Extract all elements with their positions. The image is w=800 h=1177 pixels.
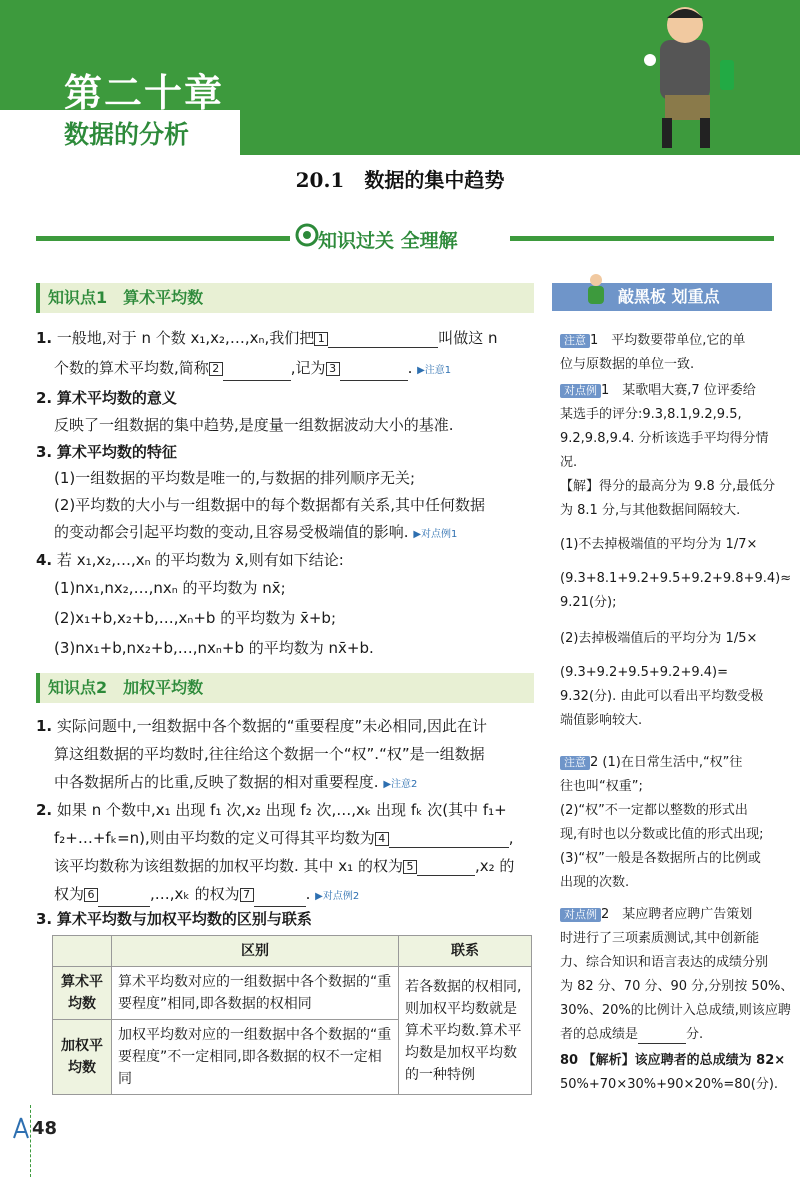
- kp2-header: 知识点2 加权平均数: [36, 673, 534, 703]
- kp2-item2-a: 2. 如果 n 个数中,x₁ 出现 f₁ 次,x₂ 出现 f₂ 次,…,xₖ 出现 fₖ 次(其中 f₁+: [36, 801, 507, 819]
- band-line-left: [36, 236, 290, 241]
- kp1-item1-line2: 个数的算术平均数,简称 2 ,记为 3 . ▶注意1: [54, 358, 451, 381]
- band-line-right: [510, 236, 774, 241]
- side-note2-e: (3)“权”一般是各数据所占的比例或: [560, 851, 761, 866]
- kp1-item3-c: 的变动都会引起平均数的变动,且容易受极端值的影响. ▶对点例1: [54, 523, 458, 541]
- side-ex1-b: 某选手的评分:9.3,8.1,9.2,9.5,: [560, 407, 742, 422]
- side-ex2-c: 力、综合知识和语言表达的成绩分别: [560, 955, 769, 970]
- table-row-head: 算术平均数: [53, 967, 112, 1020]
- table-row-head: 加权平均数: [53, 1020, 112, 1095]
- side-note2-d: 现,有时也以分数或比值的形式出现;: [560, 827, 764, 842]
- kp2-item1-b: 算这组数据的平均数时,往往给这个数据一个“权”.“权”是一组数据: [54, 745, 485, 763]
- kp1-item1-line1: 1. 一般地,对于 n 个数 x₁,x₂,…,xₙ,我们把 1 叫做这 n: [36, 329, 498, 347]
- table-col-rel: 联系: [399, 936, 532, 967]
- side-sol1-b: 为 8.1 分,与其他数据间隔较大.: [560, 503, 741, 518]
- kp1-item3-a: (1)一组数据的平均数是唯一的,与数据的排列顺序无关;: [54, 469, 416, 487]
- side-note2-f: 出现的次数.: [560, 875, 630, 890]
- side-note1-a: 注意 1 平均数要带单位,它的单: [560, 332, 745, 350]
- kp2-item3-head: 3. 算术平均数与加权平均数的区别与联系: [36, 910, 312, 928]
- table-col-diff: 区别: [112, 936, 399, 967]
- kp2-item2-c: 该平均数称为该组数据的加权平均数. 其中 x₁ 的权为 5 ,x₂ 的: [54, 857, 515, 875]
- teacher-icon: [582, 272, 610, 312]
- table-row: [53, 967, 532, 1020]
- sidebar-header: 敲黑板 划重点: [552, 283, 772, 311]
- side-sol1-a: 【解】得分的最高分为 9.8 分,最低分: [560, 479, 776, 494]
- kp1-header: 知识点1 算术平均数: [36, 283, 534, 313]
- side-ex2-a: 对点例 2 某应聘者应聘广告策划: [560, 906, 752, 924]
- kp1-item2-text: 反映了一组数据的集中趋势,是度量一组数据波动大小的基准.: [54, 416, 454, 434]
- kp1-item3-b: (2)平均数的大小与一组数据中的每个数据都有关系,其中任何数据: [54, 496, 486, 514]
- table-header-row: [53, 936, 532, 967]
- side-note1-b: 位与原数据的单位一致.: [560, 357, 695, 372]
- side-sol1-e: 9.21(分);: [560, 595, 617, 610]
- swirl-icon: [294, 222, 320, 248]
- chapter-title: 第二十章: [64, 71, 225, 115]
- chapter-subtitle: 数据的分析: [64, 120, 190, 149]
- kp2-item2-d: 权为 6 ,…,xₖ 的权为 7 . ▶对点例2: [54, 884, 359, 907]
- student-illustration: [600, 0, 790, 155]
- side-ex2-e: 30%、20%的比例计入总成绩,则该应聘: [560, 1003, 791, 1018]
- side-sol2-a: 80 【解析】该应聘者的总成绩为 82×: [560, 1053, 786, 1068]
- side-sol1-i: 端值影响较大.: [560, 713, 643, 728]
- kp1-item4-a: (1)nx₁,nx₂,…,nxₙ 的平均数为 nx̄;: [54, 579, 286, 597]
- page-number: 48: [32, 1118, 58, 1139]
- kp1-item4-b: (2)x₁+b,x₂+b,…,xₙ+b 的平均数为 x̄+b;: [54, 609, 337, 627]
- comparison-table: [52, 935, 532, 1095]
- side-sol2-b: 50%+70×30%+90×20%=80(分).: [560, 1077, 779, 1092]
- side-ex1-c: 9.2,9.8,9.4. 分析该选手平均得分情: [560, 431, 769, 446]
- side-sol1-h: 9.32(分). 由此可以看出平均数受极: [560, 689, 764, 704]
- side-sol1-g: (9.3+9.2+9.5+9.2+9.4)=: [560, 665, 728, 680]
- side-ex2-d: 为 82 分、70 分、90 分,分别按 50%、: [560, 979, 794, 994]
- kp2-item1-c: 中各数据所占的比重,反映了数据的相对重要程度. ▶注意2: [54, 773, 418, 791]
- table-cell: 加权平均数对应的一组数据中各个数据的“重要程度”不一定相同,即各数据的权不一定相同: [112, 1020, 399, 1095]
- kp2-item2-b: f₂+…+fₖ=n),则由平均数的定义可得其平均数为 4 ,: [54, 829, 514, 847]
- kp1-item2-head: 2. 算术平均数的意义: [36, 389, 177, 407]
- kp2-item1-a: 1. 实际问题中,一组数据中各个数据的“重要程度”未必相同,因此在计: [36, 717, 488, 735]
- kp1-item3-head: 3. 算术平均数的特征: [36, 443, 177, 461]
- side-note2-a: 注意 2 (1)在日常生活中,“权”往: [560, 754, 742, 772]
- kp1-item4-c: (3)nx₁+b,nx₂+b,…,nxₙ+b 的平均数为 nx̄+b.: [54, 639, 374, 657]
- side-note2-c: (2)“权”不一定都以整数的形式出: [560, 803, 748, 818]
- kp1-item4: 4. 若 x₁,x₂,…,xₙ 的平均数为 x̄,则有如下结论:: [36, 551, 344, 569]
- side-sol1-d: (9.3+8.1+9.2+9.5+9.2+9.8+9.4)≈: [560, 571, 792, 586]
- side-note2-b: 往也叫“权重”;: [560, 779, 643, 794]
- side-ex1-d: 况.: [560, 455, 578, 470]
- compass-icon: [10, 1116, 32, 1140]
- table-cell: 算术平均数对应的一组数据中各个数据的“重要程度”相同,即各数据的权相同: [112, 967, 399, 1020]
- side-ex2-b: 时进行了三项素质测试,其中创新能: [560, 931, 760, 946]
- side-sol1-c: (1)不去掉极端值的平均分为 1/7×: [560, 537, 758, 552]
- side-ex2-f: 者的总成绩是 分.: [560, 1027, 704, 1042]
- band-title: 知识过关 全理解: [318, 230, 458, 252]
- table-cell-relation: 若各数据的权相同,则加权平均数就是算术平均数.算术平均数是加权平均数的一种特例: [399, 967, 532, 1095]
- side-ex1-a: 对点例 1 某歌唱大赛,7 位评委给: [560, 382, 756, 400]
- side-sol1-f: (2)去掉极端值后的平均分为 1/5×: [560, 631, 758, 646]
- table-corner: [53, 936, 112, 967]
- section-title: 20.1 数据的集中趋势: [295, 168, 505, 192]
